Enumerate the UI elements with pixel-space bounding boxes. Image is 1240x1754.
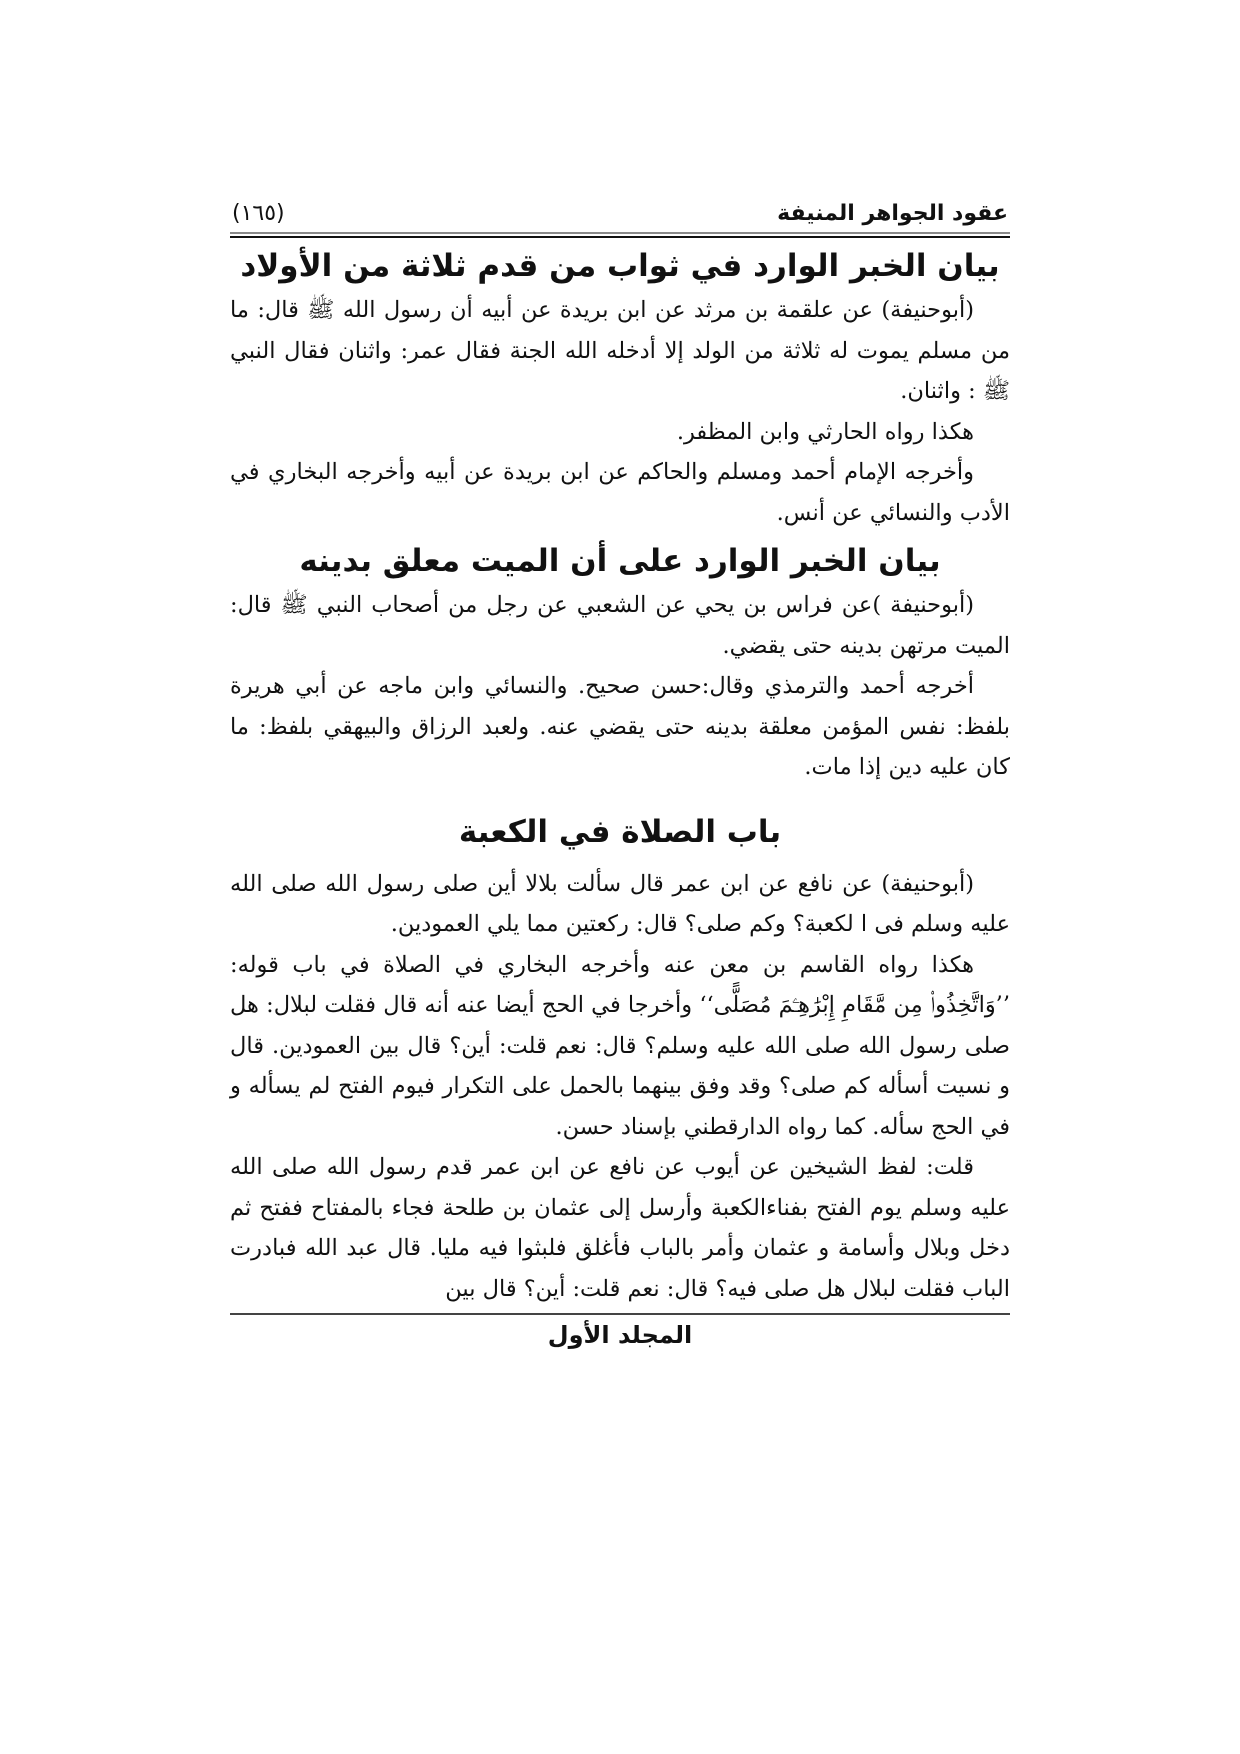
header-rule-thin (230, 232, 1010, 234)
header-rule-thick (230, 236, 1010, 238)
section-prayer-in-kaaba (230, 810, 1010, 1310)
section-reward-three-children (230, 244, 1010, 533)
section-heading: بيان الخبر الوارد على أن الميت معلق بدينه (299, 543, 941, 579)
book-title: عقود الجواهر المنيفة (777, 201, 1008, 226)
section-heading: باب الصلاة في الكعبة (458, 813, 782, 850)
footer-rule (230, 1313, 1010, 1315)
header-rule (230, 232, 1010, 238)
book-page (230, 180, 1010, 1349)
paragraph: هكذا رواه الحارثي وابن المظفر. (676, 418, 974, 445)
section-heading: بيان الخبر الوارد في ثواب من قدم ثلاثة من الأولاد (240, 248, 1000, 284)
paragraph: قلت: لفظ الشيخين عن أيوب عن نافع عن ابن عمر قدم رسول الله صلى الله عليه وسلم يوم الفتح بفناءالكعبة وأرسل إلى عثمان بن طلحة فجاء بالمفتاح ففتح ثم دخل وبلال وأسامة و عثمان وأمر بالباب فأغلق فلبثوا فيه مليا. قال عبد الله فبادرت الباب فقلت لبلال هل صلى فيه؟ قال: نعم قلت: أين؟ قال بين (230, 1154, 1010, 1302)
paragraph: وأخرجه الإمام أحمد ومسلم والحاكم عن ابن بريدة عن أبيه وأخرجه البخاري في الأدب والنسائي عن أنس. (230, 459, 1010, 526)
paragraph: أخرجه أحمد والترمذي وقال:حسن صحيح. والنسائي وابن ماجه عن أبي هريرة بلفظ: نفس المؤمن معلقة بدينه حتى يقضي عنه. ولعبد الرزاق والبيهقي بلفظ: ما كان عليه دين إذا مات. (230, 673, 1010, 780)
running-header (230, 180, 1010, 226)
paragraph: (أبوحنيفة) عن نافع عن ابن عمر قال سألت بلالا أين صلى رسول الله صلى الله عليه وسلم فى ا لكعبة؟ وكم صلى؟ قال: ركعتين مما يلي العمودين. (230, 870, 1010, 937)
paragraph: هكذا رواه القاسم بن معن عنه وأخرجه البخاري في الصلاة في باب قوله: ’’وَاتَّخِذُوا۟ مِن مَّقَامِ إِبْرَٰهِـۧمَ مُصَلًّى‘‘ وأخرجا في الحج أيضا عنه أنه قال فقلت لبلال: هل صلى رسول الله صلى الله عليه وسلم؟ قال: نعم قلت: أين؟ قال بين العمودين. قال و نسيت أسأله كم صلى؟ وقد وفق بينهما بالحمل على التكرار فيوم الفتح لم يسأله و في الحج سأله. كما رواه الدارقطني بإسناد حسن. (230, 951, 1010, 1140)
volume-label: المجلد الأول (547, 1321, 693, 1349)
paragraph: (أبوحنيفة) عن علقمة بن مرثد عن ابن بريدة عن أبيه أن رسول الله ﷺ قال: ما من مسلم يموت له ثلاثة من الولد إلا أدخله الله الجنة فقال عمر: واثنان فقال النبي ﷺ : واثنان. (230, 297, 1010, 404)
section-deceased-debt (230, 539, 1010, 788)
page-number: (١٦٥) (232, 201, 285, 226)
paragraph: (أبوحنيفة )عن فراس بن يحي عن الشعبي عن رجل من أصحاب النبي ﷺ قال: الميت مرتهن بدينه حتى يقضي. (230, 592, 1010, 659)
